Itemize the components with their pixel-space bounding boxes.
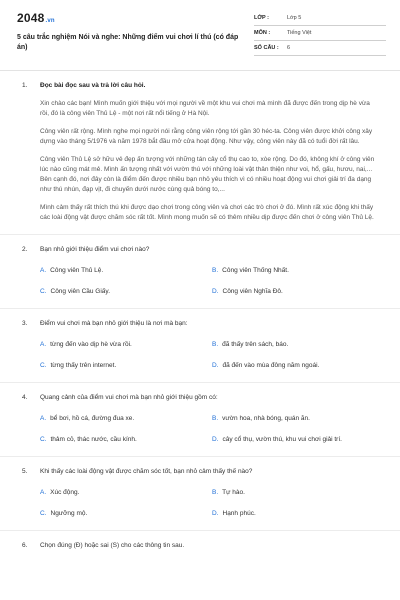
reading-paragraph: Mình cảm thấy rất thích thú khi được dạo chơi trong công viên và chơi các trò chơi ở đó. Mình rất xúc động khi thấy các loài động vật được chăm sóc rất tốt. Mình mong muốn sẽ có thêm nhiều dịp được đến chơi ở công viên Thủ Lệ.: [40, 204, 374, 221]
logo-text: 2048: [17, 11, 45, 25]
answer-option-c[interactable]: C. thảm cỏ, thác nước, cầu kính.: [40, 436, 137, 443]
page-title: 5 câu trắc nghiệm Nói và nghe: Những điểm vui chơi lí thú (có đáp án): [17, 34, 239, 51]
answer-options: [40, 488, 378, 519]
answer-option-d[interactable]: D. Hạnh phúc.: [212, 510, 256, 517]
question-number: 6.: [22, 542, 28, 549]
question-1: [0, 81, 400, 223]
answer-option-d[interactable]: D. đã đến vào mùa đông năm ngoái.: [212, 362, 320, 369]
answer-options: [40, 266, 378, 297]
question-text: Chọn đúng (Đ) hoặc sai (S) cho các thông tin sau.: [40, 542, 185, 549]
info-label: MÔN :: [254, 30, 271, 36]
info-label: LỚP :: [254, 15, 269, 21]
reading-paragraph: Công viên rất rộng. Mình nghe mọi người nói rằng công viên rộng tới gần 30 héc-ta. Công viên được khởi công xây dựng vào tháng 5/1976 và năm 1978 bắt đầu mở cửa hoạt động. Như vậy, công viên này đã có tuổi đời rất lâu.: [40, 128, 373, 145]
question-divider: [0, 530, 400, 531]
question-text: Quang cảnh của điểm vui chơi mà bạn nhỏ giới thiệu gồm có:: [40, 394, 218, 401]
answer-options: [40, 340, 378, 371]
info-value: Lớp 5: [287, 15, 302, 21]
answer-option-d[interactable]: D. Công viên Nghĩa Đô.: [212, 288, 283, 295]
question-divider: [0, 308, 400, 309]
reading-paragraph: Xin chào các bạn! Mình muốn giới thiệu với mọi người về một khu vui chơi mà mình đã được đến trong dịp hè vừa rồi, đó là công viên Thủ Lệ - một nơi rất nổi tiếng ở Hà Nội.: [40, 100, 370, 117]
info-box: [254, 13, 386, 58]
answer-option-b[interactable]: B. đã thấy trên sách, báo.: [212, 341, 289, 348]
answer-option-b[interactable]: B. Tự hào.: [212, 489, 245, 496]
question-text: Đọc bài đọc sau và trả lời câu hỏi.: [40, 82, 146, 89]
answer-option-c[interactable]: C. Công viên Cầu Giấy.: [40, 288, 110, 295]
answer-option-a[interactable]: A. Công viên Thủ Lệ.: [40, 267, 104, 274]
info-divider: [254, 25, 386, 26]
answer-option-d[interactable]: D. cây cổ thụ, vườn thú, khu vui chơi giải trí.: [212, 436, 342, 443]
question-text: Bạn nhỏ giới thiệu điểm vui chơi nào?: [40, 246, 150, 253]
question-6: [0, 541, 400, 551]
site-logo[interactable]: [17, 11, 55, 25]
info-value: 6: [287, 45, 291, 51]
answer-option-a[interactable]: A. từng đến vào dịp hè vừa rồi.: [40, 341, 132, 348]
info-row-subject: [254, 28, 386, 43]
question-text: Khi thấy các loài động vật được chăm sóc tốt, bạn nhỏ cảm thấy thế nào?: [40, 468, 253, 475]
question-number: 3.: [22, 320, 28, 327]
question-number: 1.: [22, 82, 28, 89]
document-header: [0, 0, 400, 70]
question-number: 4.: [22, 394, 28, 401]
answer-option-b[interactable]: B. Công viên Thống Nhất.: [212, 267, 289, 274]
info-row-class: [254, 13, 386, 28]
header-divider: [0, 70, 400, 71]
question-2: [0, 245, 400, 297]
answer-option-c[interactable]: C. từng thấy trên internet.: [40, 362, 117, 369]
question-4: [0, 393, 400, 445]
question-number: 2.: [22, 246, 28, 253]
question-5: [0, 467, 400, 519]
info-divider: [254, 55, 386, 56]
question-list: [0, 81, 400, 551]
answer-option-b[interactable]: B. vườn hoa, nhà bóng, quán ăn.: [212, 415, 310, 422]
question-divider: [0, 382, 400, 383]
info-row-count: [254, 43, 386, 58]
answer-option-c[interactable]: C. Ngưỡng mộ.: [40, 510, 88, 517]
info-divider: [254, 40, 386, 41]
reading-paragraph: Công viên Thủ Lệ sở hữu vẻ đẹp ấn tượng với những tán cây cổ thụ cao to, xòe rộng. Do đó, không khí ở công viên lúc nào cũng mát mẻ. Mình ấn tượng nhất với vườn thú với những loài vật thân thiện như voi, hổ, gấu, hươu, nai,... Bên cạnh đó, nơi đây còn là điểm đến được nhiều bạn nhỏ yêu thích vì có nhiều hoạt động vui chơi giải trí đa dạng như thú nhún, đạp vịt, đi chuyến dưới nước cùng quả bóng to,...: [40, 156, 375, 193]
answer-options: [40, 414, 378, 445]
answer-option-a[interactable]: A. bể bơi, hồ cá, đường đua xe.: [40, 415, 135, 422]
question-divider: [0, 456, 400, 457]
info-value: Tiếng Việt: [287, 30, 312, 36]
question-divider: [0, 234, 400, 235]
logo-suffix: .vn: [45, 18, 55, 24]
question-text: Điểm vui chơi mà bạn nhỏ giới thiệu là nơi mà bạn:: [40, 320, 188, 327]
question-3: [0, 319, 400, 371]
answer-option-a[interactable]: A. Xúc động.: [40, 489, 80, 496]
question-number: 5.: [22, 468, 28, 475]
info-label: SỐ CÂU :: [254, 45, 279, 51]
